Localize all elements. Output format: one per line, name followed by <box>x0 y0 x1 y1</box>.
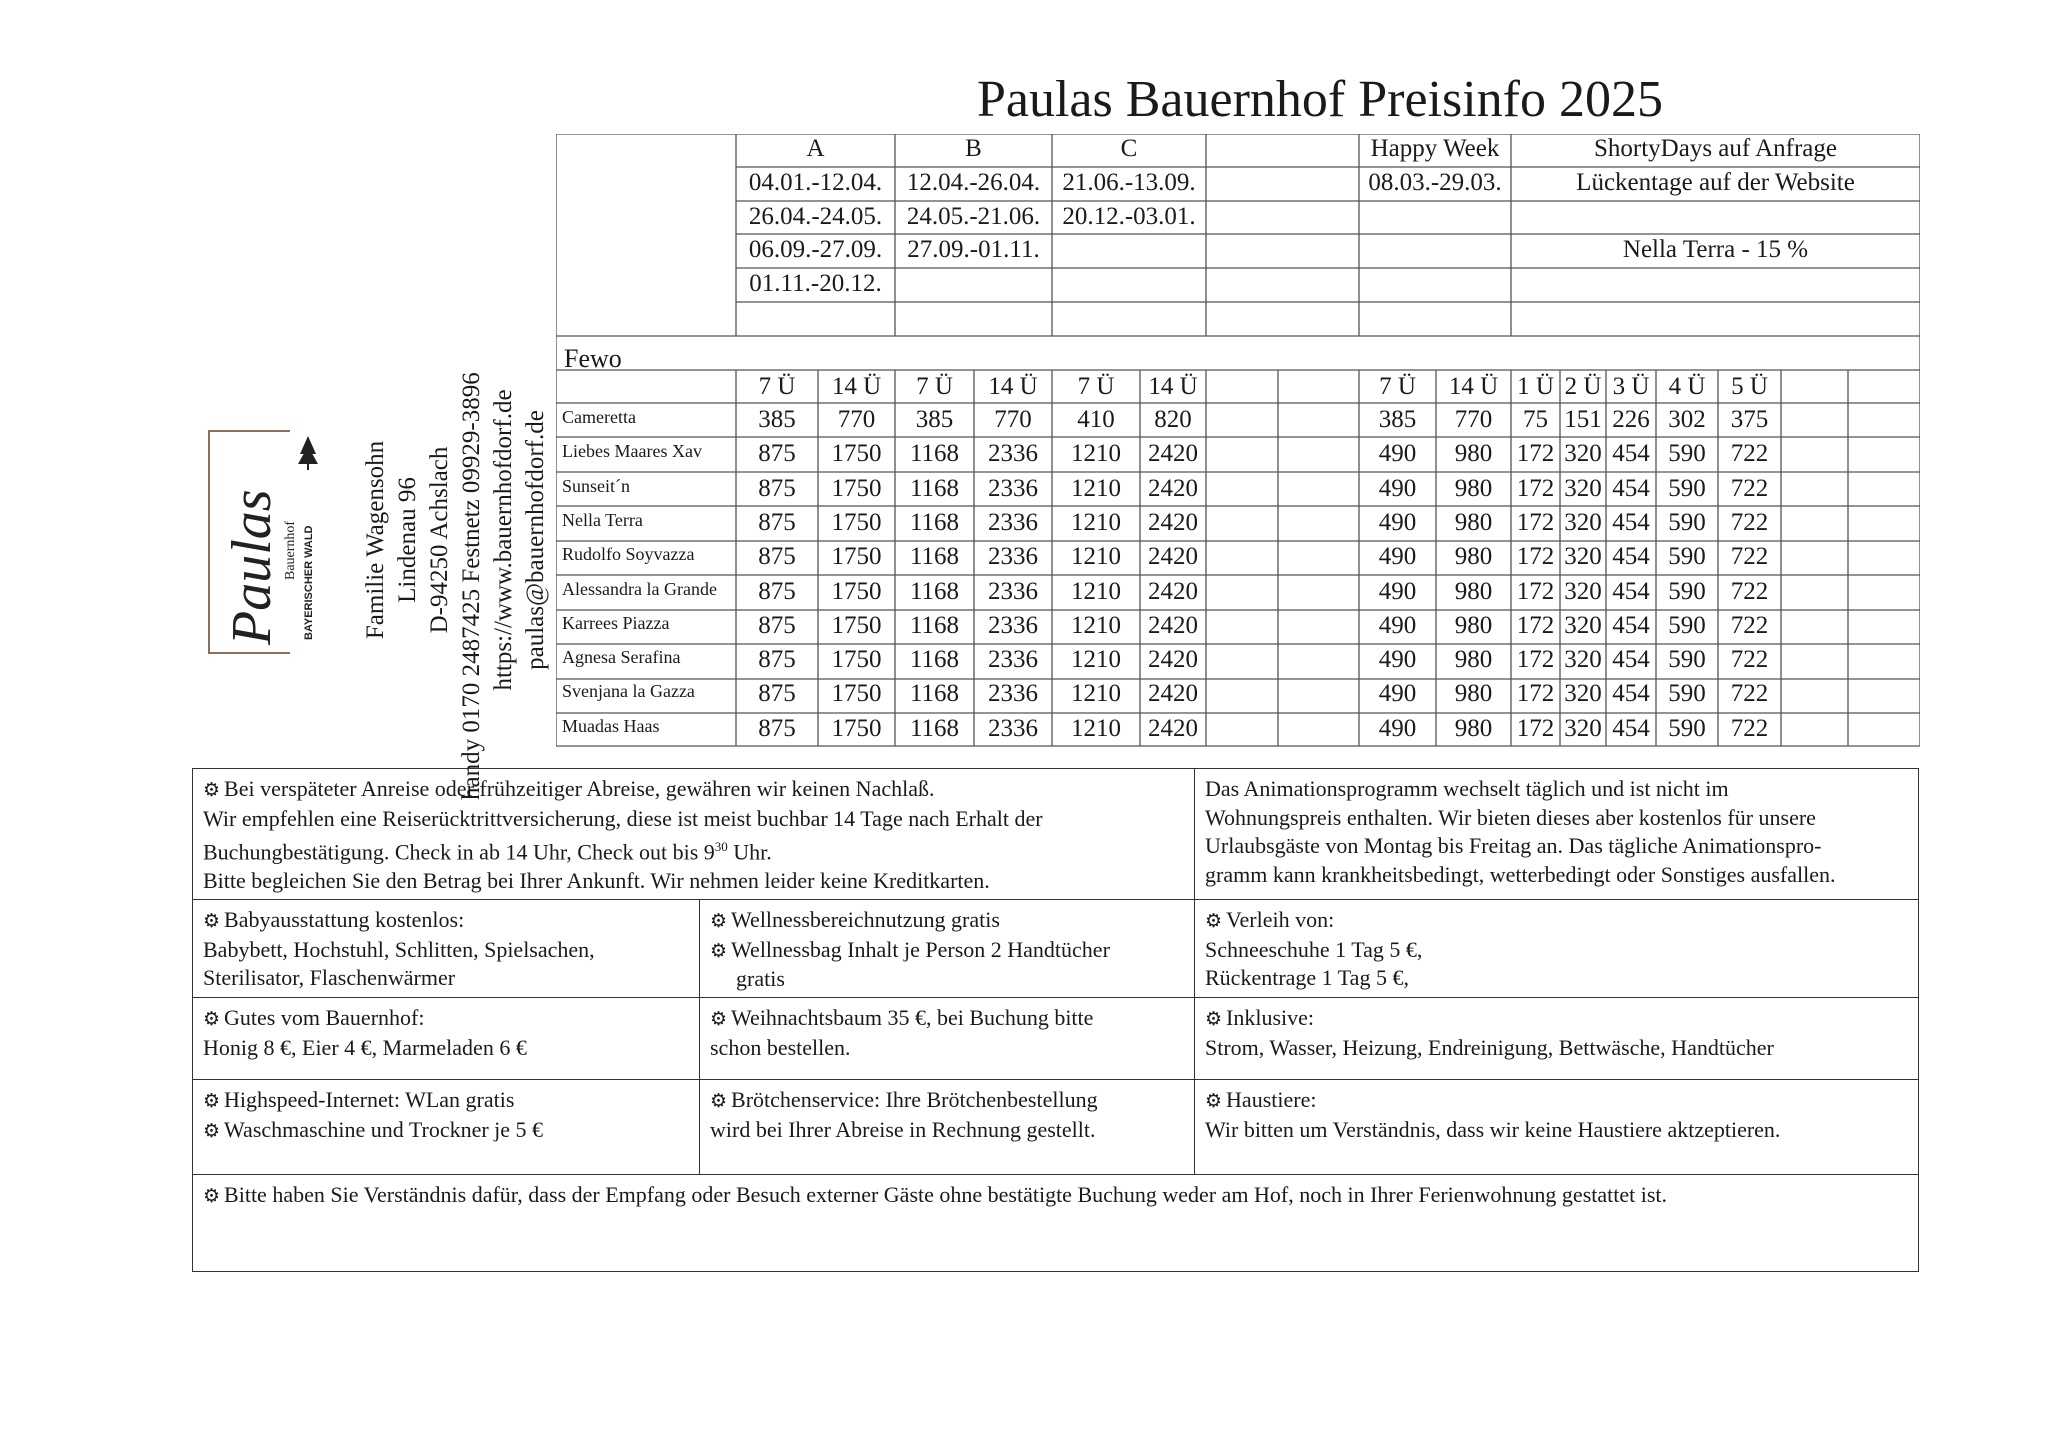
address-line: Lindenau 96 <box>394 477 421 603</box>
price-cell: 1750 <box>831 440 882 468</box>
nights-header: 3 Ü <box>1612 373 1650 400</box>
price-cell: 2420 <box>1148 474 1198 502</box>
apartment-name: Nella Terra <box>562 509 643 530</box>
gear-icon: ⚙ <box>1205 910 1223 932</box>
price-cell: 2336 <box>988 611 1038 639</box>
price-cell: 2420 <box>1148 577 1198 605</box>
price-cell: 490 <box>1378 440 1417 468</box>
price-cell: 1210 <box>1071 577 1121 605</box>
price-cell: 454 <box>1612 577 1650 605</box>
rental-note: ⚙ Verleih von: Schneeschuhe 1 Tag 5 €, Rückentrage 1 Tag 5 €, <box>1205 907 1423 990</box>
price-cell: 2420 <box>1148 440 1198 468</box>
price-cell: 410 <box>1077 406 1115 433</box>
apartment-name: Alessandra la Grande <box>562 578 717 599</box>
logo-script: Paulas <box>221 489 283 645</box>
price-cell: 590 <box>1668 543 1706 571</box>
price-cell: 590 <box>1668 714 1706 742</box>
price-cell: 770 <box>1454 406 1493 433</box>
price-cell: 490 <box>1378 714 1417 742</box>
nights-header: 7 Ü <box>916 373 953 400</box>
price-cell: 1210 <box>1071 680 1121 708</box>
happy-week-date: 08.03.-29.03. <box>1368 169 1502 196</box>
address-line: Familie Wagensohn <box>362 440 389 640</box>
season-b-date: 27.09.-01.11. <box>907 236 1040 263</box>
farm-goods: ⚙ Gutes vom Bauernhof: Honig 8 €, Eier 4 €, Marmeladen 6 € <box>203 1005 527 1060</box>
price-cell: 2420 <box>1148 611 1198 639</box>
gear-icon: ⚙ <box>710 1008 728 1030</box>
price-cell: 320 <box>1564 646 1602 674</box>
price-cell: 172 <box>1516 611 1555 639</box>
inclusive-note: ⚙ Inklusive: Strom, Wasser, Heizung, Endreinigung, Bettwäsche, Handtücher <box>1205 1005 1774 1060</box>
price-cell: 590 <box>1668 440 1706 468</box>
price-cell: 320 <box>1564 474 1602 502</box>
price-cell: 875 <box>758 440 796 468</box>
price-cell: 320 <box>1564 440 1602 468</box>
gear-icon: ⚙ <box>203 1119 221 1142</box>
price-cell: 722 <box>1730 508 1769 536</box>
price-cell: 1750 <box>831 714 882 742</box>
price-cell: 2336 <box>988 646 1038 674</box>
price-cell: 590 <box>1668 474 1706 502</box>
price-cell: 1168 <box>909 508 960 536</box>
season-c-date: 21.06.-13.09. <box>1062 169 1196 196</box>
price-cell: 302 <box>1668 406 1706 433</box>
gear-icon: ⚙ <box>203 910 221 932</box>
price-cell: 590 <box>1668 577 1706 605</box>
shorty-header: ShortyDays auf Anfrage <box>1594 135 1837 162</box>
price-cell: 820 <box>1154 406 1192 433</box>
wellness-note: ⚙ Wellnessbereichnutzung gratis ⚙ Wellnessbag Inhalt je Person 2 Handtücher gratis <box>710 907 1110 991</box>
price-cell: 722 <box>1730 440 1769 468</box>
apartment-name: Cameretta <box>562 407 636 427</box>
price-cell: 722 <box>1730 611 1769 639</box>
late-arrival-note: ⚙ Bei verspäteter Anreise oder frühzeitiger Abreise, gewähren wir keinen Nachlaß. Wir empfehlen eine Reiserücktrittversicherung, diese ist meist buchbar 14 Tage nach Erhalt der Buchungbestätigung. Check in ab 14 Uhr, Check out bis $9^{30}$ Uhr. Bitte begleichen Sie den Betrag bei Ihrer Ankunft. Wir nehmen leider keine Kreditkarten. <box>203 776 1043 893</box>
christmas-tree-note: ⚙ Weihnachtsbaum 35 €, bei Buchung bitte schon bestellen. <box>710 1005 1094 1060</box>
price-cell: 722 <box>1730 577 1769 605</box>
price-cell: 980 <box>1454 680 1493 708</box>
price-cell: 722 <box>1730 474 1769 502</box>
price-cell: 875 <box>758 714 796 742</box>
price-cell: 1168 <box>909 611 960 639</box>
price-cell: 75 <box>1523 406 1548 433</box>
price-cell: 980 <box>1454 611 1493 639</box>
price-cell: 454 <box>1612 714 1650 742</box>
price-cell: 590 <box>1668 646 1706 674</box>
price-cell: 980 <box>1454 714 1493 742</box>
price-cell: 490 <box>1378 611 1417 639</box>
price-cell: 454 <box>1612 611 1650 639</box>
price-cell: 226 <box>1612 406 1650 433</box>
price-cell: 1750 <box>831 543 882 571</box>
logo-sub1: Bauernhof <box>283 520 298 580</box>
price-cell: 172 <box>1516 714 1555 742</box>
price-cell: 385 <box>758 406 796 433</box>
nights-header: 2 Ü <box>1564 373 1602 400</box>
logo-sub2: BAYERISCHER WALD <box>303 525 315 640</box>
price-cell: 770 <box>837 406 876 433</box>
price-cell: 875 <box>758 680 796 708</box>
internet-note: ⚙ Highspeed-Internet: WLan gratis ⚙ Waschmaschine und Trockner je 5 € <box>203 1087 544 1142</box>
nights-header: 14 Ü <box>1448 373 1499 400</box>
price-cell: 320 <box>1564 543 1602 571</box>
price-cell: 172 <box>1516 680 1555 708</box>
gear-icon: ⚙ <box>710 939 728 962</box>
animation-note: Das Animationsprogramm wechselt täglich und ist nicht im Wohnungspreis enthalten. Wir bieten dieses aber kostenlos für unsere Urlaubsgäste von Montag bis Freitag an. Das tägliche Animationspro- gramm kann krankheitsbedingt, wetterbedingt oder Sonstiges ausfallen. <box>1205 776 1836 887</box>
nights-header: 1 Ü <box>1517 373 1554 400</box>
apartment-name: Liebes Maares Xav <box>562 441 702 462</box>
price-cell: 2420 <box>1148 680 1198 708</box>
season-a-header: A <box>806 135 825 162</box>
price-cell: 1168 <box>909 577 960 605</box>
price-cell: 320 <box>1564 577 1602 605</box>
price-cell: 1210 <box>1071 646 1121 674</box>
price-cell: 320 <box>1564 680 1602 708</box>
price-cell: 172 <box>1516 646 1555 674</box>
price-cell: 1210 <box>1071 543 1121 571</box>
page-title: Paulas Bauernhof Preisinfo 2025 <box>976 71 1663 128</box>
baby-equipment: ⚙ Babyausstattung kostenlos: Babybett, Hochstuhl, Schlitten, Spielsachen, Sterilisator, Flaschenwärmer <box>203 907 595 990</box>
season-c-date: 20.12.-03.01. <box>1062 203 1196 230</box>
gear-icon: ⚙ <box>710 910 728 932</box>
price-cell: 490 <box>1378 508 1417 536</box>
price-cell: 1750 <box>831 680 882 708</box>
apartment-name: Svenjana la Gazza <box>562 681 695 702</box>
price-cell: 875 <box>758 577 796 605</box>
season-c-header: C <box>1120 135 1138 162</box>
price-cell: 1168 <box>909 680 960 708</box>
season-a-date: 26.04.-24.05. <box>748 203 883 230</box>
season-a-date: 06.09.-27.09. <box>748 236 883 263</box>
apartment-name: Agnesa Serafina <box>562 647 681 668</box>
apartment-name: Karrees Piazza <box>562 612 670 633</box>
price-cell: 722 <box>1730 543 1769 571</box>
season-b-date: 24.05.-21.06. <box>906 203 1041 230</box>
price-cell: 1750 <box>831 611 882 639</box>
address-line: handy 0170 2487425 Festnetz 09929-3896 <box>458 372 485 800</box>
price-cell: 320 <box>1564 508 1602 536</box>
price-cell: 320 <box>1564 714 1602 742</box>
pets-note: ⚙ Haustiere: Wir bitten um Verständnis, dass wir keine Haustiere aktzeptieren. <box>1205 1087 1781 1142</box>
price-cell: 722 <box>1730 646 1769 674</box>
gear-icon: ⚙ <box>1205 1008 1223 1030</box>
price-cell: 875 <box>758 474 796 502</box>
price-cell: 875 <box>758 543 796 571</box>
price-cell: 151 <box>1564 406 1602 433</box>
nights-header: 14 Ü <box>988 373 1038 400</box>
price-cell: 172 <box>1516 577 1555 605</box>
price-cell: 2420 <box>1148 543 1198 571</box>
price-cell: 980 <box>1454 440 1493 468</box>
season-a-date: 01.11.-20.12. <box>749 270 882 297</box>
shorty-discount: Nella Terra - 15 % <box>1622 236 1809 263</box>
price-cell: 454 <box>1612 508 1650 536</box>
nights-header: 7 Ü <box>758 373 796 400</box>
price-cell: 172 <box>1516 508 1555 536</box>
price-cell: 320 <box>1564 611 1602 639</box>
price-cell: 590 <box>1668 611 1706 639</box>
price-cell: 980 <box>1454 508 1493 536</box>
price-cell: 1750 <box>831 577 882 605</box>
price-cell: 2420 <box>1148 714 1198 742</box>
price-cell: 2336 <box>988 680 1038 708</box>
price-cell: 980 <box>1454 543 1493 571</box>
price-cell: 1168 <box>909 440 960 468</box>
price-cell: 2420 <box>1148 508 1198 536</box>
price-cell: 2336 <box>988 474 1038 502</box>
price-cell: 980 <box>1454 474 1493 502</box>
price-cell: 875 <box>758 646 796 674</box>
apartment-name: Sunseit´n <box>562 475 631 496</box>
price-cell: 454 <box>1612 680 1650 708</box>
fewo-label: Fewo <box>564 344 622 373</box>
nights-header: 4 Ü <box>1668 373 1706 400</box>
price-cell: 172 <box>1516 474 1555 502</box>
price-cell: 172 <box>1516 440 1555 468</box>
price-cell: 454 <box>1612 543 1650 571</box>
nights-header: 5 Ü <box>1731 373 1768 400</box>
price-cell: 490 <box>1378 680 1417 708</box>
price-cell: 2336 <box>988 440 1038 468</box>
price-cell: 454 <box>1612 474 1650 502</box>
price-cell: 1168 <box>909 714 960 742</box>
price-cell: 1210 <box>1071 611 1121 639</box>
gear-icon: ⚙ <box>710 1090 728 1112</box>
price-cell: 2336 <box>988 577 1038 605</box>
price-cell: 1210 <box>1071 508 1121 536</box>
season-b-date: 12.04.-26.04. <box>906 169 1041 196</box>
price-cell: 2336 <box>988 714 1038 742</box>
price-cell: 590 <box>1668 508 1706 536</box>
happy-week-header: Happy Week <box>1370 135 1500 162</box>
price-cell: 722 <box>1730 680 1769 708</box>
price-cell: 375 <box>1730 406 1769 433</box>
bread-service-note: ⚙ Brötchenservice: Ihre Brötchenbestellung wird bei Ihrer Abreise in Rechnung gestellt. <box>710 1087 1098 1142</box>
price-cell: 980 <box>1454 577 1493 605</box>
price-cell: 490 <box>1378 543 1417 571</box>
gear-icon: ⚙ <box>203 779 221 801</box>
price-cell: 1210 <box>1071 714 1121 742</box>
price-cell: 1750 <box>831 508 882 536</box>
price-cell: 172 <box>1516 543 1555 571</box>
price-cell: 1168 <box>909 543 960 571</box>
address-link[interactable]: https://www.bauernhofdorf.de <box>490 389 517 691</box>
price-cell: 454 <box>1612 440 1650 468</box>
address-line: D-94250 Achslach <box>426 446 453 634</box>
price-cell: 2336 <box>988 543 1038 571</box>
gear-icon: ⚙ <box>1205 1090 1223 1112</box>
apartment-name: Muadas Haas <box>562 715 660 736</box>
price-cell: 385 <box>1378 406 1417 433</box>
price-cell: 770 <box>994 406 1032 433</box>
price-cell: 385 <box>915 406 954 433</box>
season-b-header: B <box>965 135 982 162</box>
price-cell: 875 <box>758 508 796 536</box>
price-cell: 490 <box>1378 474 1417 502</box>
nights-header: 14 Ü <box>1148 373 1198 400</box>
price-cell: 1750 <box>831 646 882 674</box>
gear-icon: ⚙ <box>203 1008 221 1030</box>
season-a-date: 04.01.-12.04. <box>748 169 883 196</box>
price-cell: 490 <box>1378 646 1417 674</box>
price-cell: 2420 <box>1148 646 1198 674</box>
email-link[interactable]: paulas@bauernhofdorf.de <box>522 410 549 670</box>
info-table <box>192 768 1919 1272</box>
price-cell: 1750 <box>831 474 882 502</box>
shorty-note: Lückentage auf der Website <box>1576 169 1855 196</box>
price-cell: 2336 <box>988 508 1038 536</box>
price-cell: 722 <box>1730 714 1769 742</box>
nights-header: 7 Ü <box>1077 373 1115 400</box>
price-cell: 1168 <box>909 646 960 674</box>
price-cell: 980 <box>1454 646 1493 674</box>
gear-icon: ⚙ <box>203 1185 221 1207</box>
nights-header: 7 Ü <box>1379 373 1416 400</box>
apartment-name: Rudolfo Soyvazza <box>562 544 695 565</box>
price-cell: 875 <box>758 611 796 639</box>
price-cell: 1210 <box>1071 440 1121 468</box>
price-cell: 1210 <box>1071 474 1121 502</box>
price-cell: 490 <box>1378 577 1417 605</box>
gear-icon: ⚙ <box>203 1090 221 1112</box>
visitor-note: ⚙ Bitte haben Sie Verständnis dafür, dass der Empfang oder Besuch externer Gäste ohne bestätigte Buchung weder am Hof, noch in Ihrer Ferienwohnung gestattet ist. <box>203 1182 1668 1207</box>
price-cell: 590 <box>1668 680 1706 708</box>
price-cell: 454 <box>1612 646 1650 674</box>
price-cell: 1168 <box>909 474 960 502</box>
nights-header: 14 Ü <box>831 373 882 400</box>
